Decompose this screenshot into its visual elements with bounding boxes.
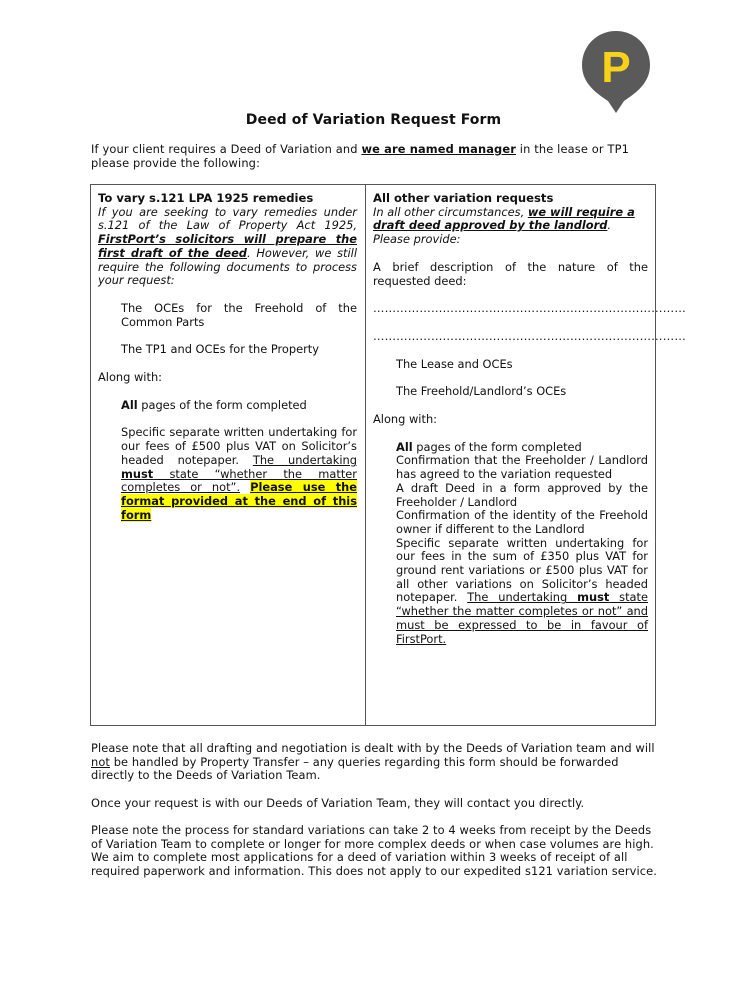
undertaking-item: Specific separate written undertaking for our fees in the sum of £350 plus VAT for ground rent variations or £500 plus VAT for all other variations on Solicitor’s headed notepaper. The undertaking must state “whether the matter completes or not” and must be expressed to be in favour of FirstPort.	[396, 535, 648, 646]
along-with-label: Along with:	[373, 412, 438, 427]
description-line: ………………………………………………………………………	[373, 328, 686, 343]
firstport-logo	[582, 31, 650, 113]
s121-heading: To vary s.121 LPA 1925 remedies	[98, 191, 314, 205]
list-item: The Lease and OCEs	[396, 356, 513, 371]
other-variations-heading: All other variation requests	[373, 191, 554, 205]
list-item: A draft Deed in a form approved by the Freeholder / Landlord	[396, 480, 648, 509]
list-item: All pages of the form completed	[121, 397, 307, 412]
brief-description-label: A brief description of the nature of the requested deed:	[373, 259, 648, 288]
note-timescales: Please note the process for standard variations can take 2 to 4 weeks from receipt by the Deeds of Variation Team to complete or longer for more complex deeds or when case volumes are high. We aim to complete most applications for a deed of variation within 3 weeks of receipt of all required paperwork and information. This does not apply to our expedited s121 variation service.	[91, 823, 657, 879]
column-divider	[365, 185, 366, 725]
note-contact: Once your request is with our Deeds of Variation Team, they will contact you directly.	[91, 796, 585, 810]
list-item: The OCEs for the Freehold of the Common Parts	[121, 300, 357, 329]
s121-column	[98, 192, 357, 522]
highlighted-instruction: Please use the format provided at the end of this form	[121, 480, 357, 522]
logo-letter: P	[601, 43, 631, 92]
list-item: The Freehold/Landlord’s OCEs	[396, 384, 567, 399]
intro-paragraph: If your client requires a Deed of Variation and we are named manager in the lease or TP1 please provide the following:	[91, 142, 630, 170]
other-variations-column	[373, 191, 686, 646]
requirements-table	[90, 184, 686, 726]
s121-description: If you are seeking to vary remedies under s.121 of the Law of Property Act 1925, FirstPort’s solicitors will prepare the first draft of the deed. However, we still require the following documents to process your request:	[98, 204, 357, 288]
undertaking-item: Specific separate written undertaking for our fees of £500 plus VAT on Solicitor’s headed notepaper. The undertaking must state “whether the matter completes or not”. Please use the format provided at the end of this form	[121, 425, 357, 522]
note-drafting: Please note that all drafting and negotiation is dealt with by the Deeds of Variation team and will not be handled by Property Transfer – any queries regarding this form should be forwarded directly to the Deeds of Variation Team.	[91, 741, 655, 783]
list-item: All pages of the form completed	[396, 439, 582, 454]
page-title: Deed of Variation Request Form	[245, 112, 502, 128]
intro-emphasis: we are named manager	[361, 142, 517, 156]
list-item: Confirmation of the identity of the Freehold owner if different to the Landlord	[396, 508, 648, 536]
list-item: Confirmation that the Freeholder / Landlord has agreed to the variation requested	[396, 453, 648, 482]
along-with-label: Along with:	[98, 370, 163, 385]
description-line: ………………………………………………………………………	[373, 301, 686, 316]
list-item: The TP1 and OCEs for the Property	[121, 342, 320, 357]
other-variations-description: In all other circumstances, we will require a draft deed approved by the landlord. Please provide:	[373, 204, 635, 247]
logo-pin-icon	[582, 31, 650, 113]
